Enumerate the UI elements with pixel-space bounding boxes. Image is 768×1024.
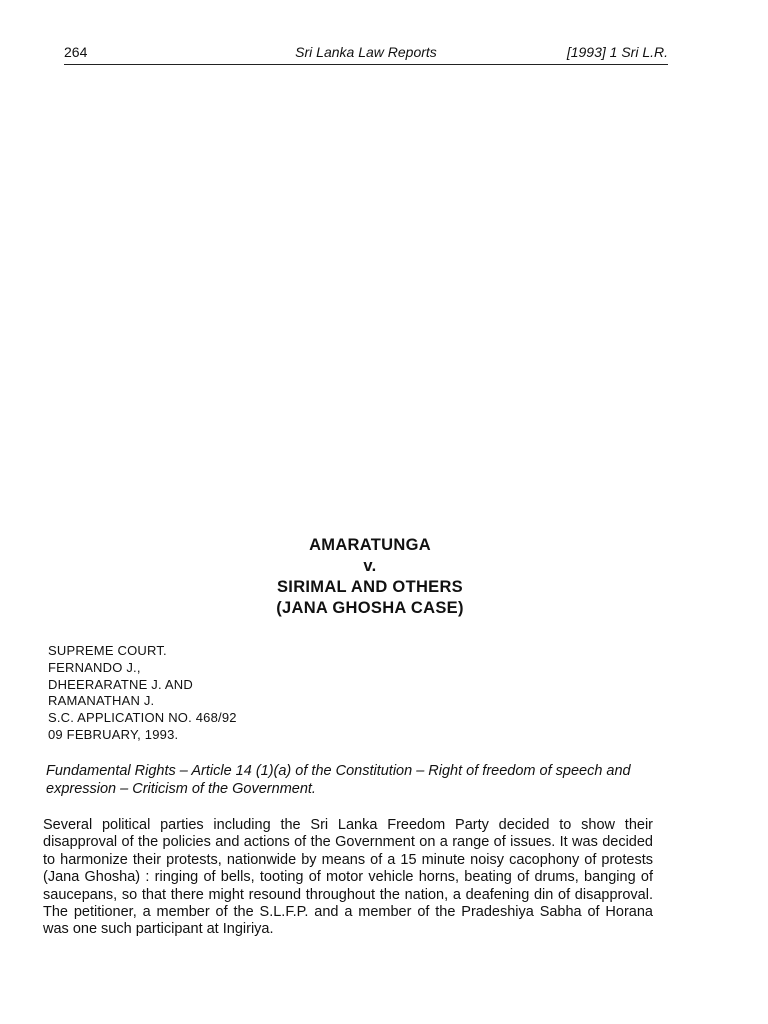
citation: [1993] 1 Sri L.R. — [566, 44, 668, 60]
versus-marker: v. — [363, 557, 377, 575]
judge-1: FERNANDO J., — [48, 659, 141, 675]
court-details — [48, 643, 237, 744]
court-name: SUPREME COURT. — [48, 643, 167, 658]
judge-2: DHEERARATNE J. AND — [48, 676, 193, 692]
case-title — [0, 535, 740, 619]
running-header — [64, 44, 668, 65]
page-number: 264 — [64, 44, 88, 60]
application-number: S.C. APPLICATION NO. 468/92 — [48, 710, 237, 726]
hearing-date: 09 FEBRUARY, 1993. — [48, 726, 179, 742]
plaintiff-name: AMARATUNGA — [309, 536, 431, 554]
headnote: Fundamental Rights – Article 14 (1)(a) of the Constitution – Right of freedom of speech and expression – Criticism of the Government. — [46, 763, 631, 797]
body-paragraph: Several political parties including the Sri Lanka Freedom Party decided to show their disapproval of the policies and actions of the Government on a range of issues. It was decided to harmonize their protests, nationwide by means of a 15 minute noisy cacophony of protests (Jana Ghosha) : ringing of bells, tooting of motor vehicle horns, beating of drums, banging of saucepans, so that there might resound throughout the nation, a deafening din of disapproval. The petitioner, a member of the S.L.F.P. and a member of the Pradeshiya Sabha of Horana was one such participant at Ingiriya. — [43, 817, 653, 938]
judge-3: RAMANATHAN J. — [48, 693, 155, 709]
defendant-name: SIRIMAL AND OTHERS — [277, 578, 463, 596]
case-alias: (JANA GHOSHA CASE) — [276, 599, 464, 617]
publication-title: Sri Lanka Law Reports — [295, 44, 437, 60]
